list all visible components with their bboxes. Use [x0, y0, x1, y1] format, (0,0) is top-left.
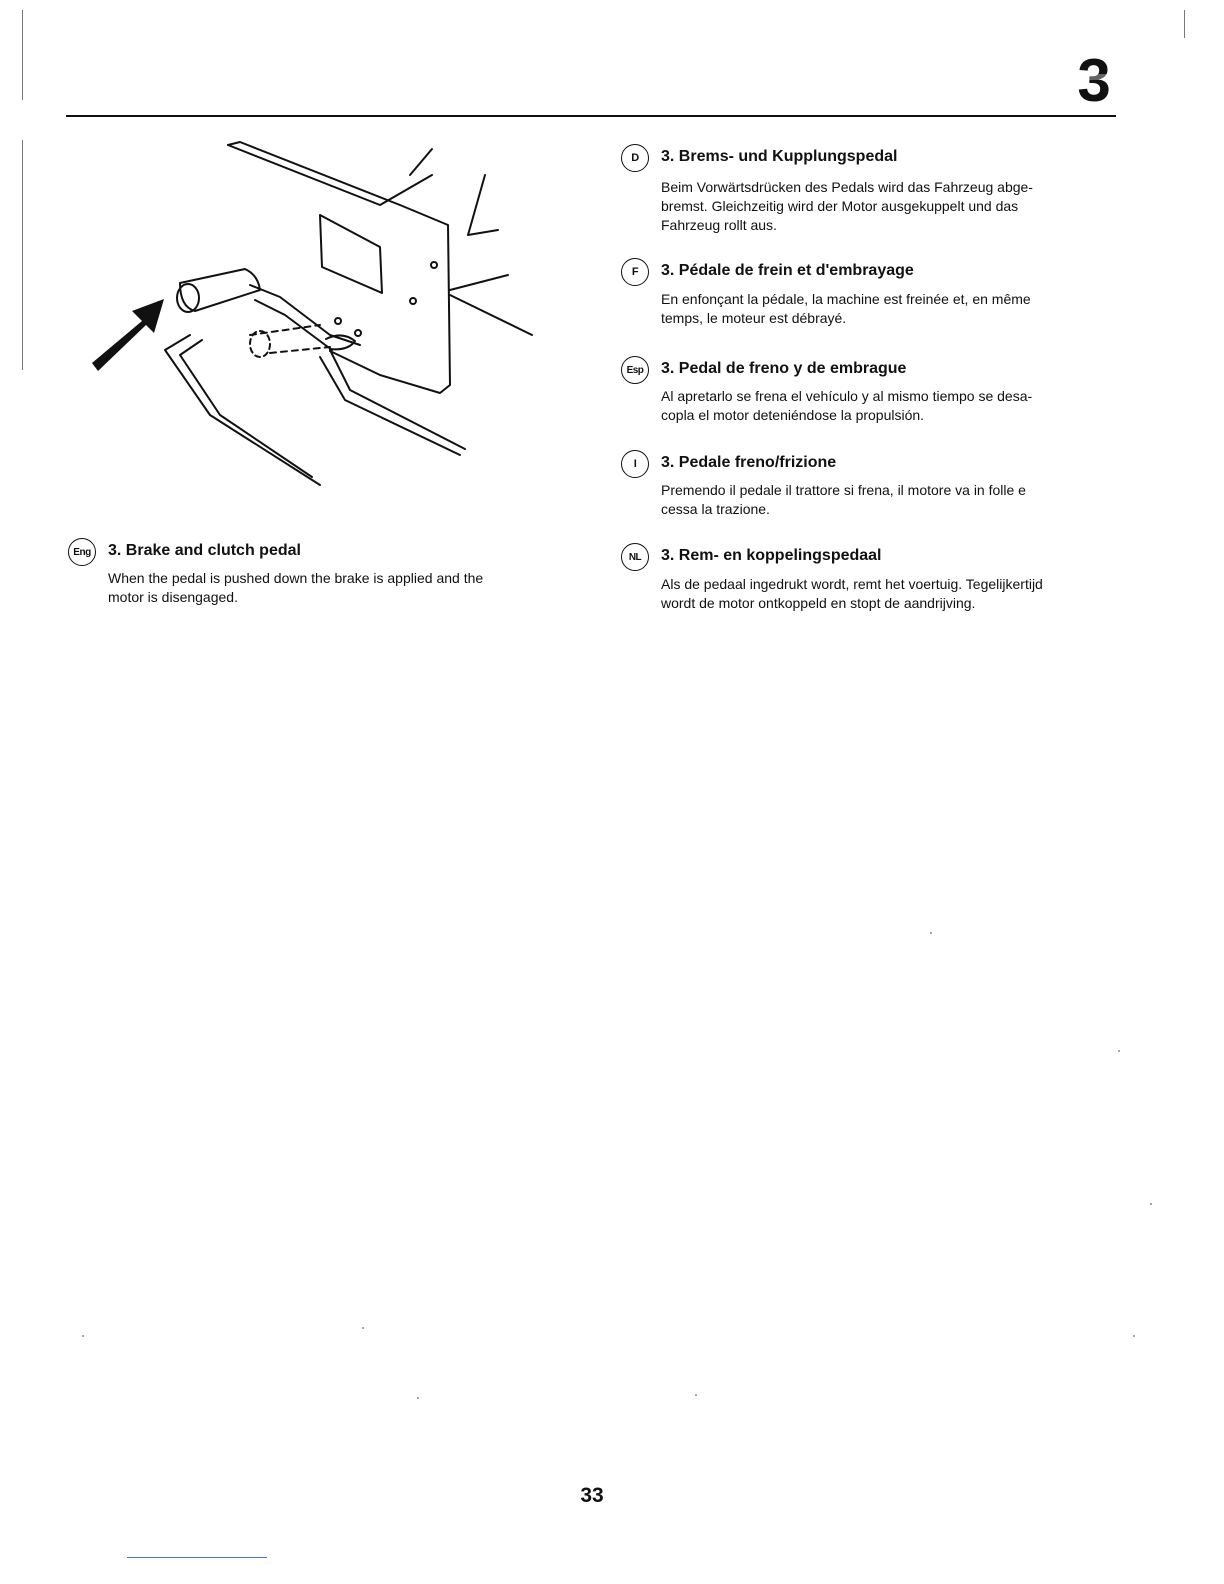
chapter-number: 3 [1068, 52, 1120, 110]
footer-link-line [127, 1557, 267, 1558]
tractor-side-edge [450, 275, 508, 290]
brake-pedal-illustration [80, 135, 550, 515]
tractor-body-outline [228, 142, 450, 393]
language-badge-nl: NL [621, 543, 649, 571]
tractor-side-line [450, 295, 532, 335]
section-body: Premendo il pedale il trattore si frena, il motore va in folle e cessa la trazione. [661, 482, 1026, 517]
section-english [68, 538, 548, 618]
section-body: Al apretarlo se frena el vehículo y al mismo tiempo se desa- copla el motor deteniéndose la propulsión. [661, 388, 1033, 423]
pivot-circle [250, 331, 270, 357]
tractor-rear-post [468, 175, 485, 235]
scan-speck [1118, 1050, 1120, 1052]
section-german [621, 144, 1101, 239]
bolt-hole [335, 318, 341, 324]
bolt-hole [431, 262, 437, 268]
tractor-rear-line [468, 230, 498, 235]
bolt-hole [355, 330, 361, 336]
language-badge-eng: Eng [68, 538, 96, 566]
scan-speck [1150, 1203, 1152, 1205]
scan-speck [695, 1394, 697, 1396]
scan-speck [930, 932, 932, 934]
language-badge-fr: F [621, 258, 649, 286]
language-badge-es: Esp [621, 356, 649, 384]
section-italian [621, 450, 1101, 525]
page-number: 33 [580, 1484, 604, 1507]
bolt-hole [410, 298, 416, 304]
language-badge-it: I [621, 450, 649, 478]
section-body: Beim Vorwärtsdrücken des Pedals wird das Fahrzeug abge- bremst. Gleichzeitig wird der Motor ausgekuppelt und das Fahrzeug rollt aus. [661, 179, 1033, 233]
section-title: 3. Brems- und Kupplungspedal [661, 148, 898, 165]
direction-arrow [92, 299, 164, 371]
section-title: 3. Pédale de frein et d'embrayage [661, 262, 914, 279]
scan-margin-line [1184, 10, 1185, 38]
tractor-fender-stroke [410, 149, 432, 175]
section-body: En enfonçant la pédale, la machine est freinée et, en même temps, le moteur est débrayé. [661, 291, 1031, 326]
section-spanish [621, 356, 1101, 431]
header-rule [66, 115, 1116, 117]
frame-rail [165, 335, 320, 485]
section-title: 3. Brake and clutch pedal [108, 542, 301, 559]
scan-speck [82, 1335, 84, 1337]
scan-margin-line [22, 140, 23, 370]
scan-margin-line [22, 10, 23, 100]
section-body: Als de pedaal ingedrukt wordt, remt het voertuig. Tegelijkertijd wordt de motor ontkoppeld en stopt de aandrijving. [661, 576, 1043, 611]
section-title: 3. Pedale freno/frizione [661, 454, 837, 471]
pedal-pad [180, 269, 260, 311]
scan-speck [1133, 1335, 1135, 1337]
section-title: 3. Rem- en koppelingspedaal [661, 547, 882, 564]
tractor-upper-edge [228, 145, 432, 205]
scan-speck [362, 1327, 364, 1329]
frame-rail [330, 350, 465, 449]
access-panel-window [320, 215, 382, 293]
scan-speck [417, 1397, 419, 1399]
section-title: 3. Pedal de freno y de embrague [661, 360, 907, 377]
language-badge-de: D [621, 144, 649, 172]
section-dutch [621, 543, 1101, 618]
frame-rail [180, 340, 312, 477]
section-french [621, 258, 1101, 333]
section-body: When the pedal is pushed down the brake is applied and the motor is disengaged. [108, 570, 484, 605]
